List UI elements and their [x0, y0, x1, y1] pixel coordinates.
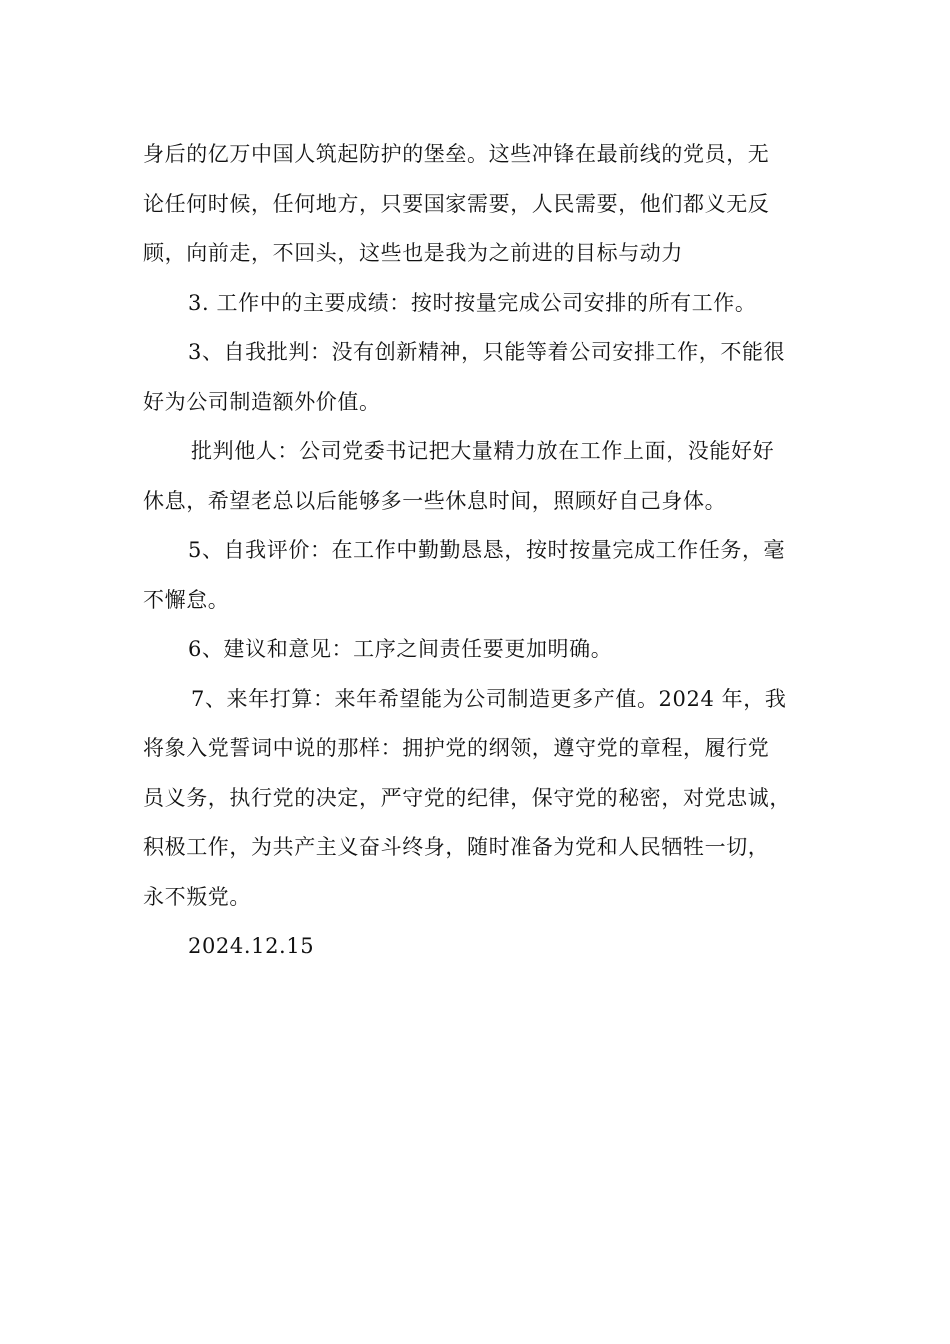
next-year-plan-line: 7、来年打算：来年希望能为公司制造更多产值。2024 年，我 — [191, 686, 787, 711]
document-date: 2024.12.15 — [188, 934, 315, 958]
achievements-line: 3. 工作中的主要成绩：按时按量完成公司安排的所有工作。 — [188, 290, 757, 315]
paragraph-line: 论任何时候，任何地方，只要国家需要，人民需要，他们都义无反 — [143, 191, 770, 216]
paragraph-line: 顾，向前走，不回头，这些也是我为之前进的目标与动力 — [143, 241, 683, 265]
paragraph-line: 积极工作，为共产主义奋斗终身，随时准备为党和人民牺牲一切， — [143, 835, 770, 859]
paragraph-line: 员义务，执行党的决定，严守党的纪律，保守党的秘密，对党忠诚， — [143, 785, 791, 810]
paragraph-line: 不懈怠。 — [143, 587, 230, 612]
paragraph-line: 永不叛党。 — [143, 884, 251, 909]
paragraph-line: 好为公司制造额外价值。 — [143, 389, 381, 414]
paragraph-line: 休息，希望老总以后能够多一些休息时间，照顾好自己身体。 — [143, 488, 727, 513]
paragraph-line: 将象入党誓词中说的那样：拥护党的纲领，遵守党的章程，履行党 — [143, 736, 770, 760]
paragraph-line: 身后的亿万中国人筑起防护的堡垒。这些冲锋在最前线的党员，无 — [143, 142, 770, 166]
suggestions-line: 6、建议和意见：工序之间责任要更加明确。 — [188, 637, 613, 661]
self-criticism-line: 3、自我批判：没有创新精神，只能等着公司安排工作，不能很 — [188, 340, 786, 364]
self-evaluation-line: 5、自我评价：在工作中勤勤恳恳，按时按量完成工作任务，毫 — [188, 538, 786, 562]
criticism-of-others-line: 批判他人：公司党委书记把大量精力放在工作上面，没能好好 — [191, 439, 775, 463]
document-body — [143, 130, 813, 972]
